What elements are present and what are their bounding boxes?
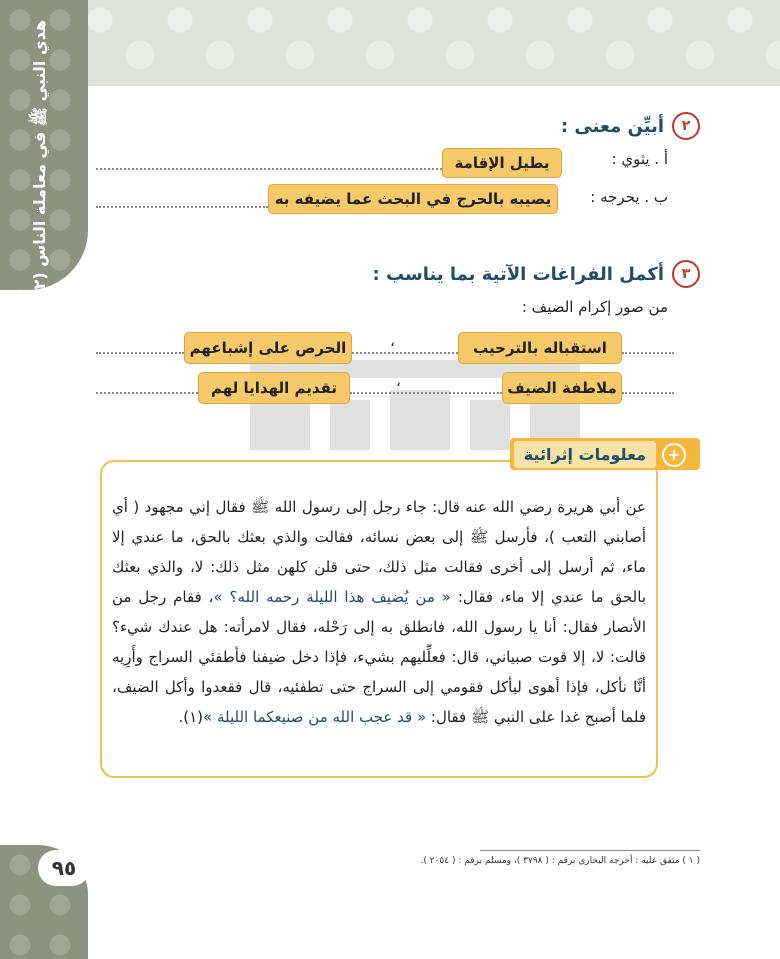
q2-item-b-label: ب . يحرجه : bbox=[590, 188, 668, 206]
question-3-heading bbox=[373, 260, 701, 288]
hadith-paragraph-2: ، فقام رجل من الأنصار فقال: أنا يا رسول الله، فانطلق به إلى رَحْله، فقال لامرأته: هل عندك شيء؟ قالت: لا، إلا قوت صبياني، قال: فعلِّليهم بشيء، فإذا دخل ضيفنا فأطفئي السراج وأَرِيه أنَّا نأكل، فإذا أهوى ليأكل فقومي إلى السراج حتى تطفئيه، قال فقعدوا وأكل الضيف، فلما أصبح غدا على النبي ﷺ فقال: bbox=[112, 588, 646, 726]
question-3-number: ٣ bbox=[672, 260, 700, 288]
top-decorative-band bbox=[0, 0, 780, 86]
q2-item-a-dots bbox=[96, 168, 442, 170]
question-3-title: أكمل الفراغات الآتية بما يناسب : bbox=[372, 263, 664, 285]
footnote-divider bbox=[480, 850, 700, 851]
hadith-reference: (١). bbox=[178, 708, 203, 726]
q3-answer-2: الحرص على إشباعهم bbox=[184, 332, 352, 364]
question-2-title: أبيِّن معنى : bbox=[560, 115, 664, 137]
q3-row2-dots-left bbox=[96, 392, 198, 394]
q3-row1-separator: ، bbox=[390, 332, 395, 350]
hadith-paragraph-1: عن أبي هريرة رضي الله عنه قال: جاء رجل إلى رسول الله ﷺ فقال إني مجهود ( أي أصابني التعب )، فأرسل ﷺ إلى بعض نسائه، فقالت والذي بعثك بالحق، ما عندي إلا ماء، ثم أرسل إلى أخرى فقالت مثل ذلك، حتى قلن كلهن مثل ذلك: لا، والذي بعثك بالحق ما عندي إلا ماء، فقال: bbox=[112, 498, 646, 606]
question-2-number: ٢ bbox=[672, 112, 700, 140]
plus-circle-icon: + bbox=[662, 443, 686, 467]
footnote: ( ١ ) متفق عليه : أخرجه البخاري برقم : ( ٣٧٩٨ )، ومسلم برقم : ( ٢٠٥٤ ). bbox=[420, 856, 700, 866]
q2-item-a-answer: يطيل الإقامة bbox=[442, 148, 562, 178]
q3-answer-1: استقباله بالترحيب bbox=[458, 332, 622, 364]
chapter-side-tab bbox=[0, 0, 88, 297]
enrichment-label: معلومات إثرائية bbox=[514, 441, 656, 468]
enrichment-text bbox=[112, 492, 646, 732]
q3-row1-dots-right bbox=[622, 352, 674, 354]
q2-item-b-answer: يصيبه بالحرج في البحث عما يضيفه به bbox=[268, 184, 558, 214]
q3-row2-separator: ، bbox=[396, 372, 401, 390]
q3-answer-4: تقديم الهدايا لهم bbox=[198, 372, 350, 404]
page-number: ٩٥ bbox=[38, 850, 90, 886]
hadith-quote-1: « من يُضيف هذا الليلة رحمه الله؟ » bbox=[213, 588, 451, 606]
q2-item-a-label: أ . يثوي : bbox=[611, 150, 668, 168]
enrichment-label-banner bbox=[510, 438, 700, 470]
q2-item-b-dots bbox=[96, 206, 268, 208]
q3-row2-dots-right bbox=[622, 392, 674, 394]
hadith-quote-2: « قد عجب الله من صنيعكما الليلة » bbox=[203, 708, 427, 726]
q3-row1-dots-left bbox=[96, 352, 184, 354]
question-2-heading bbox=[561, 112, 700, 140]
q3-row1-dots-middle bbox=[352, 352, 458, 354]
chapter-title: هدي النبي ﷺ في معاملة الناس (٢) bbox=[30, 20, 49, 297]
q3-prompt: من صور إكرام الضيف : bbox=[521, 298, 668, 316]
q3-answer-3: ملاطفة الضيف bbox=[502, 372, 622, 404]
q3-row2-dots-middle bbox=[350, 392, 502, 394]
